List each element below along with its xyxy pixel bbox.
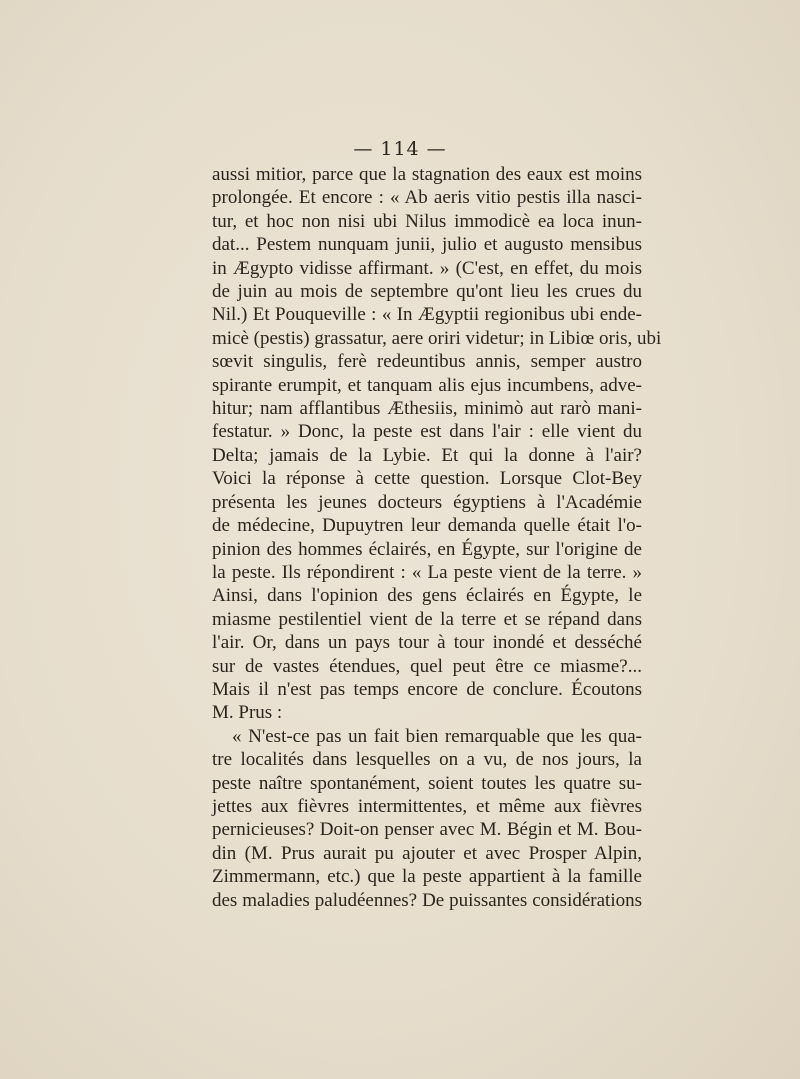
- text-line: « N'est-ce pas un fait bien remarquable que les qua-: [232, 725, 642, 747]
- text-line: aussi mitior, parce que la stagnation des eaux est moins: [212, 164, 642, 185]
- text-line: Delta; jamais de la Lybie. Et qui la donne à l'air?: [212, 444, 642, 466]
- text-line: jettes aux fièvres intermittentes, et même aux fièvres: [212, 795, 642, 817]
- text-line: prolongée. Et encore : « Ab aeris vitio pestis illa nasci-: [212, 187, 642, 209]
- body-text: [212, 163, 662, 912]
- text-line: de juin au mois de septembre qu'ont lieu les crues du: [212, 281, 642, 303]
- text-line: pinion des hommes éclairés, en Égypte, sur l'origine de: [212, 538, 642, 560]
- text-line: présenta les jeunes docteurs égyptiens à l'Académie: [212, 491, 642, 513]
- text-line: Ainsi, dans l'opinion des gens éclairés en Égypte, le: [212, 585, 642, 607]
- text-line: hitur; nam afflantibus Æthesiis, minimò aut rarò mani-: [212, 398, 642, 420]
- text-line: Mais il n'est pas temps encore de conclure. Écoutons: [212, 678, 642, 700]
- text-line: de médecine, Dupuytren leur demanda quelle était l'o-: [212, 515, 642, 537]
- page-number: — 114 —: [353, 138, 447, 160]
- text-line: des maladies paludéennes? De puissantes considérations: [212, 889, 642, 911]
- text-line: la peste. Ils répondirent : « La peste vient de la terre. »: [212, 561, 642, 583]
- text-line: pernicieuses? Doit-on penser avec M. Bégin et M. Bou-: [212, 819, 642, 841]
- text-line: l'air. Or, dans un pays tour à tour inondé et desséché: [212, 632, 642, 654]
- text-line: peste naître spontanément, soient toutes les quatre su-: [212, 772, 642, 794]
- text-line: sœvit singulis, ferè redeuntibus annis, semper austro: [212, 351, 642, 373]
- text-line: tur, et hoc non nisi ubi Nilus immodicè ea loca inun-: [212, 210, 642, 232]
- text-line: Zimmermann, etc.) que la peste appartient à la famille: [212, 866, 642, 888]
- text-line: tre localités dans lesquelles on a vu, de nos jours, la: [212, 749, 642, 771]
- text-line: din (M. Prus aurait pu ajouter et avec Prosper Alpin,: [212, 842, 642, 864]
- text-line: in Ægypto vidisse affirmant. » (C'est, en effet, du mois: [212, 257, 642, 279]
- text-line: micè (pestis) grassatur, aere oriri videtur; in Libiœ oris, ubi: [212, 327, 662, 349]
- text-line: M. Prus :: [212, 702, 283, 724]
- text-line: Nil.) Et Pouqueville : « In Ægyptii regionibus ubi ende-: [212, 304, 642, 326]
- text-line: dat... Pestem nunquam junii, julio et augusto mensibus: [212, 234, 642, 256]
- text-line: miasme pestilentiel vient de la terre et se répand dans: [212, 608, 642, 630]
- text-line: spirante erumpit, et tanquam alis ejus incumbens, adve-: [212, 374, 642, 396]
- text-line: Voici la réponse à cette question. Lorsque Clot-Bey: [212, 468, 642, 490]
- text-line: sur de vastes étendues, quel peut être ce miasme?...: [212, 655, 642, 677]
- text-line: festatur. » Donc, la peste est dans l'air : elle vient du: [212, 421, 642, 443]
